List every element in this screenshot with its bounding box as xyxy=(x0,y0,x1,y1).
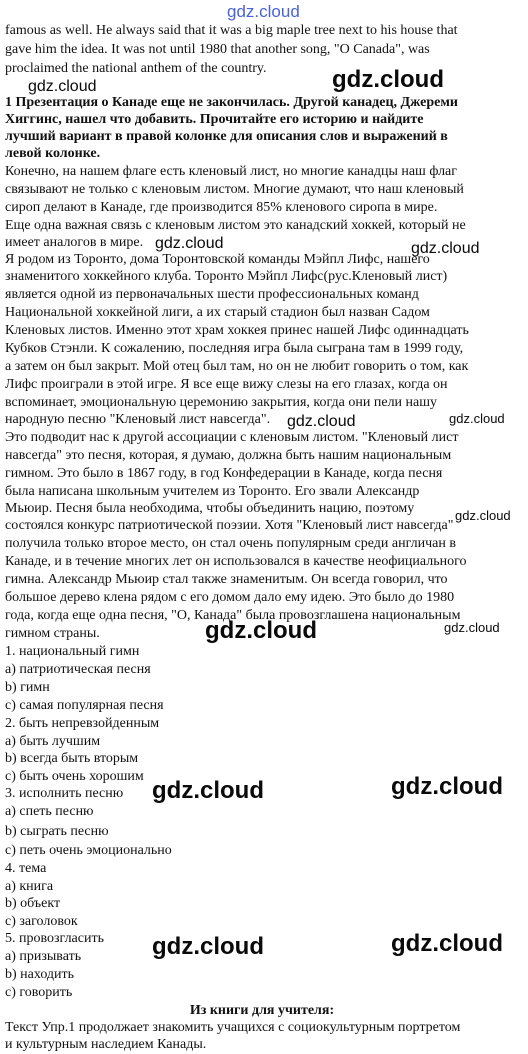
watermark: gdz.cloud xyxy=(155,235,224,252)
task-heading-line: лучший вариант в правой колонке для описания слов и выражений в xyxy=(5,129,448,144)
english-text-line: gave him the idea. It was not until 1980 that another song, "O Canada", was xyxy=(5,42,430,57)
english-text-line: proclaimed the national anthem of the country. xyxy=(5,61,267,76)
translation-line: является одной из первоначальных шести профессиональных команд xyxy=(5,287,419,302)
answer-line: c) петь очень эмоционально xyxy=(5,843,172,858)
translation-line: Конечно, на нашем флаге есть кленовый лист, но многие канадцы наш флаг xyxy=(5,164,458,179)
translation-line: Я родом из Торонто, дома Торонтовской команды Мэйпл Лифс, нашего xyxy=(5,252,430,267)
answer-line: 1. национальный гимн xyxy=(5,644,140,659)
translation-line: гимном страны. xyxy=(5,626,100,641)
teacher-heading: Из книги для учителя: xyxy=(189,1003,335,1018)
watermark: gdz.cloud xyxy=(205,617,317,644)
translation-line: Еще одна важная связь с кленовым листом это канадский хоккей, который не xyxy=(5,218,466,233)
answer-line: 5. провозгласить xyxy=(5,931,104,946)
translation-line: была написана школьным учителем из Торонто. Его звали Александр xyxy=(5,484,420,499)
answer-line: c) говорить xyxy=(5,985,73,1000)
watermark: gdz.cloud xyxy=(227,2,300,21)
translation-line: народную песню "Кленовый лист навсегда". xyxy=(5,412,271,427)
answer-line: c) самая популярная песня xyxy=(5,698,164,713)
answer-line: c) заголовок xyxy=(5,914,78,929)
translation-line: вспоминает, эмоциональную церемонию закрытия, когда они пели нашу xyxy=(5,395,438,410)
watermark: gdz.cloud xyxy=(391,930,503,957)
answer-line: b) гимн xyxy=(5,680,50,695)
translation-line: навсегда" это песня, которая, я думаю, должна быть нашим национальным xyxy=(5,448,452,463)
translation-line: гимна. Александр Мьюир стал также знаменитым. Он всегда говорил, что xyxy=(5,572,448,587)
task-heading-line: 1 Презентация о Канаде еще не закончилась. Другой канадец, Джереми xyxy=(5,95,458,110)
answer-line: a) спеть песню xyxy=(5,804,94,819)
answer-line: a) патриотическая песня xyxy=(5,662,151,677)
watermark: gdz.cloud xyxy=(411,240,480,257)
translation-line: года, когда еще одна песня, "О, Канада" была провозглашена национальным xyxy=(5,608,461,623)
translation-line: имеет аналогов в мире. xyxy=(5,235,144,250)
translation-line: Это подводит нас к другой ассоциации с кленовым листом. "Кленовый лист xyxy=(5,430,459,445)
answer-line: b) всегда быть вторым xyxy=(5,751,139,766)
answer-line: 2. быть непревзойденным xyxy=(5,716,160,731)
answer-line: a) призывать xyxy=(5,949,82,964)
watermark: gdz.cloud xyxy=(449,411,505,426)
watermark: gdz.cloud xyxy=(332,66,444,93)
answer-line: b) находить xyxy=(5,967,75,982)
translation-line: получила только второе место, он стал очень популярным среди англичан в xyxy=(5,536,456,551)
answer-line: b) сыграть песню xyxy=(5,824,109,839)
task-heading-line: левой колонке. xyxy=(5,146,101,161)
watermark: gdz.cloud xyxy=(28,78,97,95)
translation-line: знаменитого хоккейного клуба. Торонто Мэйпл Лифс(рус.Кленовый лист) xyxy=(5,269,448,284)
answer-line: 4. тема xyxy=(5,861,47,876)
teacher-text-line: Текст Упр.1 продолжает знакомить учащихся с социокультурным портретом xyxy=(5,1020,461,1035)
watermark: gdz.cloud xyxy=(455,508,511,523)
answer-line: b) объект xyxy=(5,896,61,911)
teacher-text-line: и культурным наследием Канады. xyxy=(5,1037,207,1052)
translation-line: Национальной хоккейной лиги, а их старый стадион был назван Садом xyxy=(5,305,430,320)
translation-line: Кубков Стэнли. К сожалению, последняя игра была сыграна там в 1999 году, xyxy=(5,341,464,356)
watermark: gdz.cloud xyxy=(152,777,264,804)
answer-line: a) быть лучшим xyxy=(5,734,101,749)
translation-line: Канаде, и в течение многих лет он использовался в качестве неофициального xyxy=(5,554,467,569)
translation-line: а затем он был закрыт. Мой отец был там, но он не любит говорить о том, как xyxy=(5,359,469,374)
watermark: gdz.cloud xyxy=(391,773,503,800)
task-heading-line: Хиггинс, нашел что добавить. Прочитайте его историю и найдите xyxy=(5,112,424,127)
translation-line: Кленовых листов. Именно этот храм хоккея принес нашей Лифс одиннадцать xyxy=(5,323,469,338)
watermark: gdz.cloud xyxy=(444,620,500,635)
answer-line: c) быть очень хорошим xyxy=(5,769,144,784)
translation-line: большое дерево клена рядом с его домом дало ему идею. Это было до 1980 xyxy=(5,590,455,605)
watermark: gdz.cloud xyxy=(287,413,356,430)
translation-line: состоялся конкурс патриотической поэзии. Хотя "Кленовый лист навсегда" xyxy=(5,518,454,533)
translation-line: сироп делают в Канаде, где производится 85% кленового сиропа в мире. xyxy=(5,200,438,215)
translation-line: гимном. Это было в 1867 году, в год Конфедерации в Канаде, когда песня xyxy=(5,466,443,481)
answer-line: a) книга xyxy=(5,879,54,894)
translation-line: Лифс проиграли в этой игре. Я все еще вижу слезы на его глазах, когда он xyxy=(5,377,448,392)
translation-line: связывают не только с кленовым листом. Многие думают, что наш кленовый xyxy=(5,182,464,197)
watermark: gdz.cloud xyxy=(152,933,264,960)
answer-line: 3. исполнить песню xyxy=(5,786,124,801)
translation-line: Мьюир. Песня была необходима, чтобы объединить нацию, поэтому xyxy=(5,501,415,516)
english-text-line: famous as well. He always said that it was a big maple tree next to his house that xyxy=(5,23,458,38)
